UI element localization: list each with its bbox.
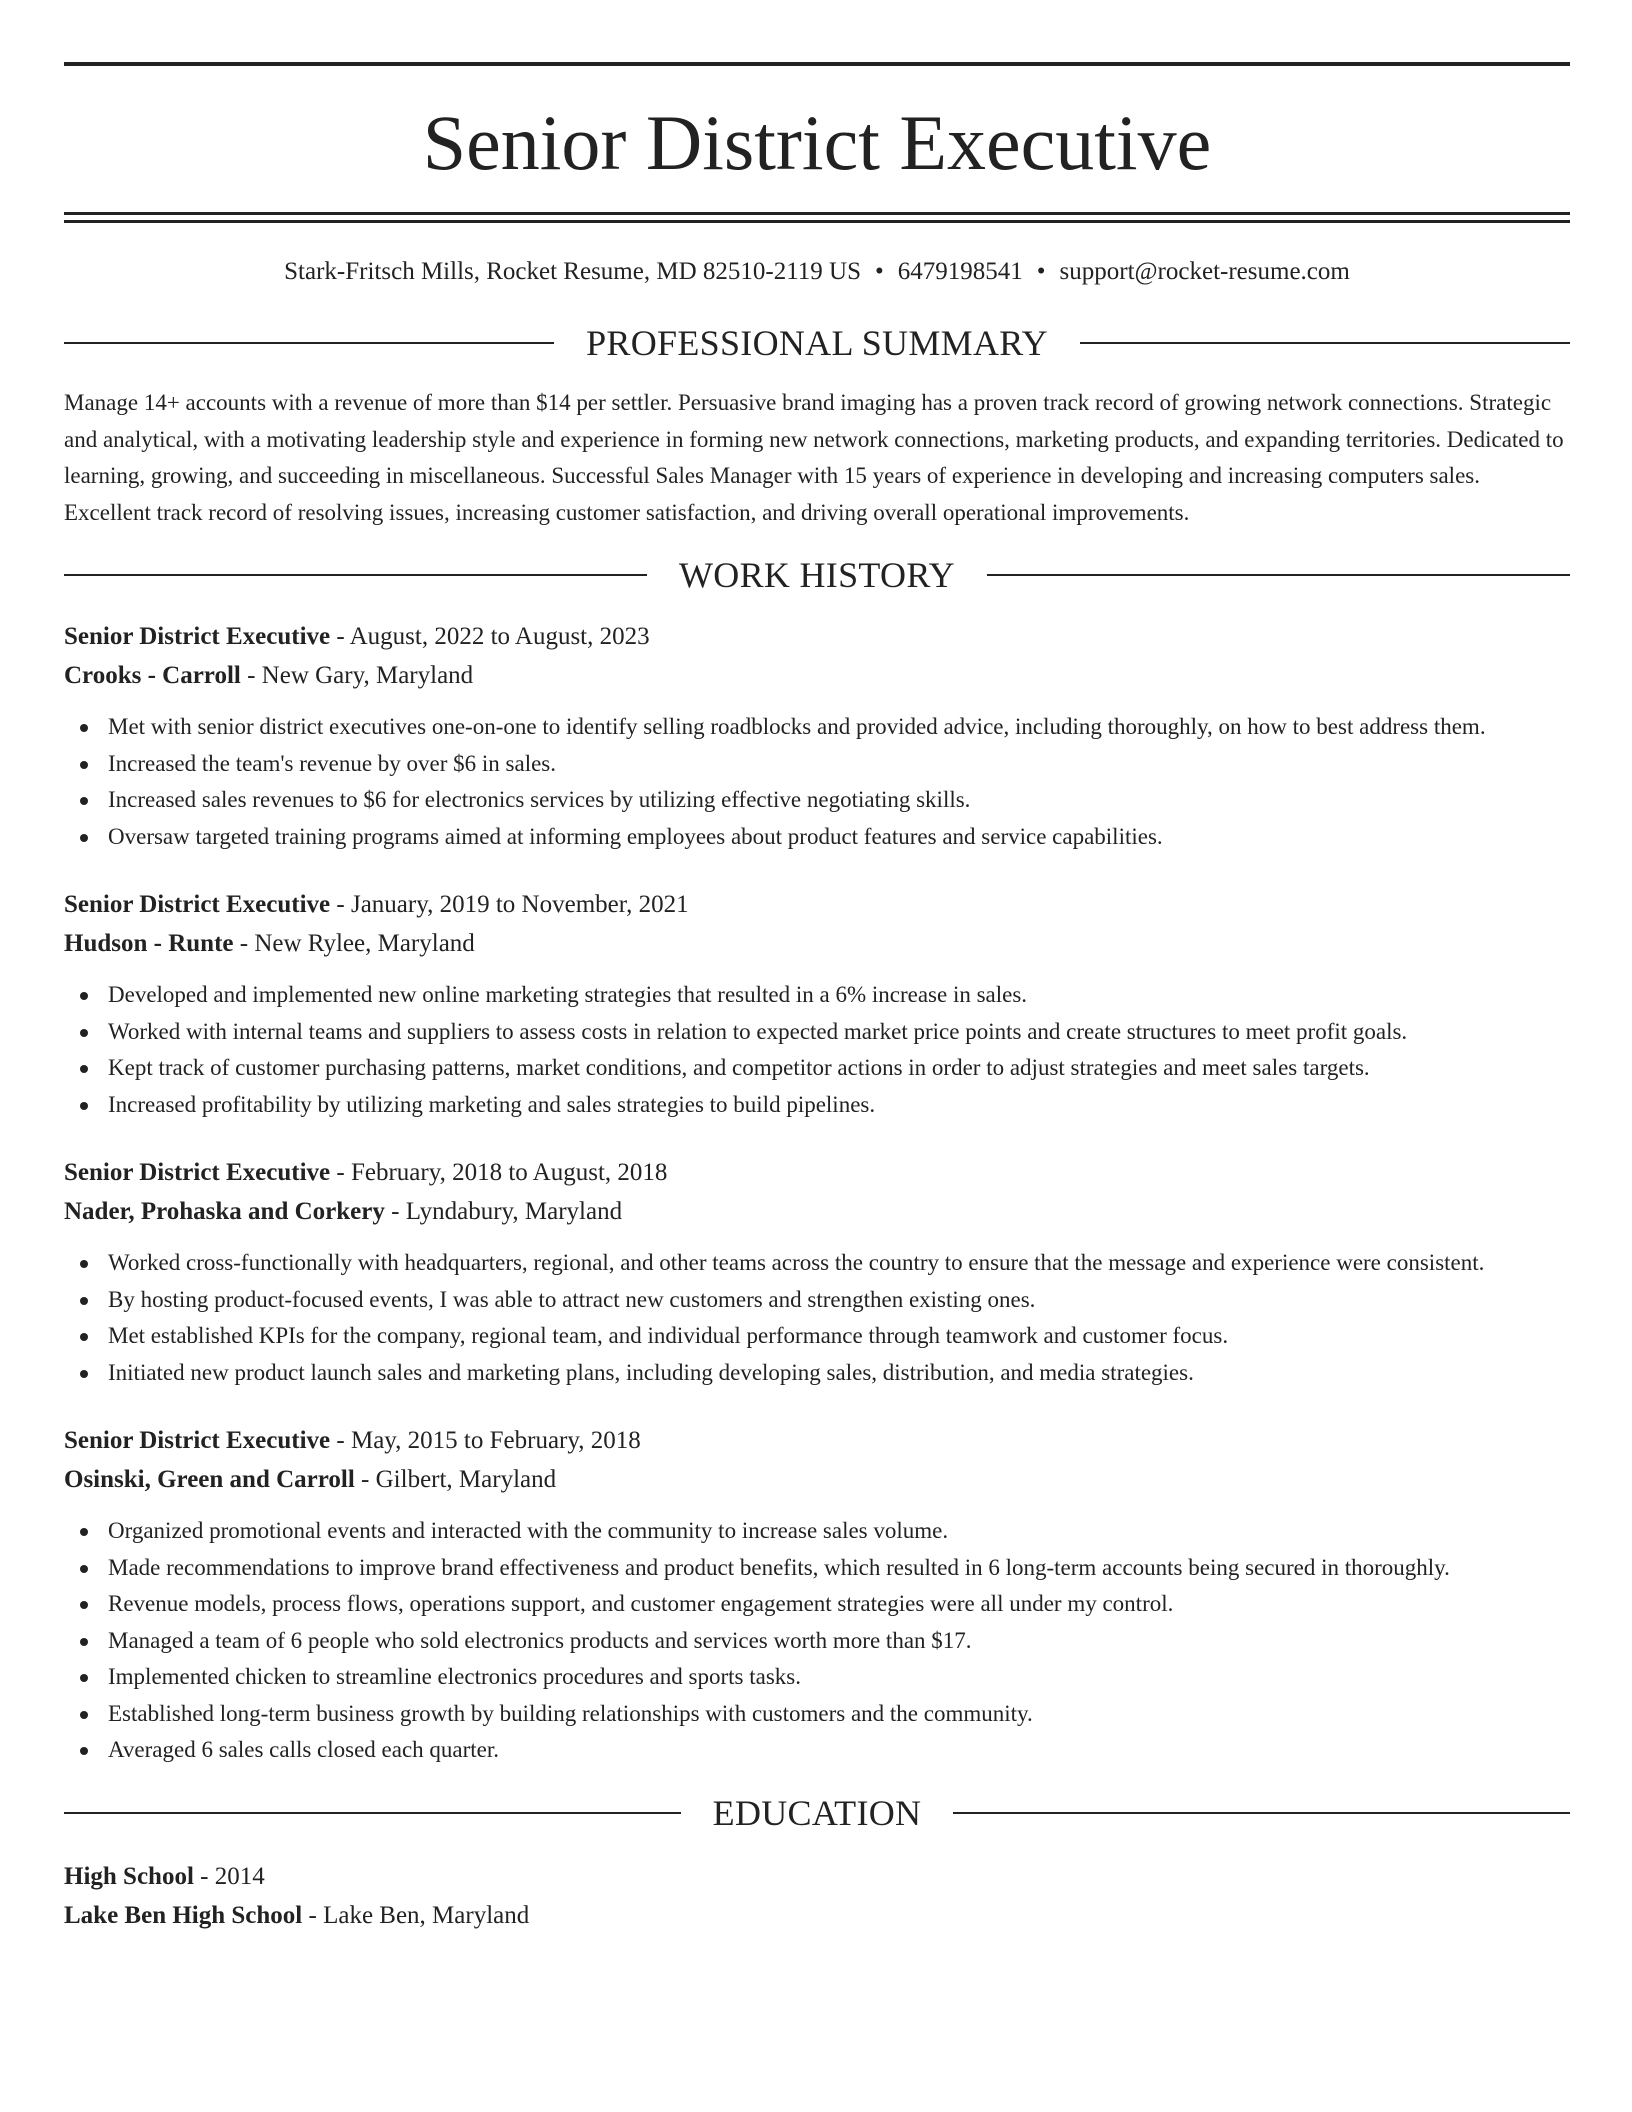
job-dates: - January, 2019 to November, 2021 [330,891,689,918]
contact-email: support@rocket-resume.com [1059,258,1350,285]
job-title-line [64,617,1570,656]
job-entry [64,1421,1570,1769]
bullet-item [64,977,1570,1014]
bullet-dot-icon [80,1297,88,1305]
section-title: PROFESSIONAL SUMMARY [586,323,1048,363]
bullet-dot-icon [80,724,88,732]
title-double-rule [64,212,1570,223]
bullet-item [64,819,1570,856]
bullet-text: By hosting product-focused events, I was able to attract new customers and strengthen existing ones. [108,1286,1036,1312]
bullet-item [64,1282,1570,1319]
job-company: Hudson - Runte [64,930,234,957]
job-entry [64,617,1570,855]
bullet-text: Revenue models, process flows, operations support, and customer engagement strategies were all under my control. [108,1591,1174,1616]
heading-rule-right [1080,342,1570,344]
bullet-dot-icon [80,1674,88,1682]
bullet-dot-icon [80,1601,88,1609]
bullet-dot-icon [80,1065,88,1073]
contact-address: Stark-Fritsch Mills, Rocket Resume, MD 82510-2119 US [284,258,861,285]
bullet-dot-icon [80,1711,88,1719]
job-company-line [64,656,1570,695]
heading-rule-right [987,574,1570,576]
bullet-text: Implemented chicken to streamline electronics procedures and sports tasks. [108,1664,801,1689]
bullet-item [64,1050,1570,1087]
job-dates: - February, 2018 to August, 2018 [330,1159,668,1186]
job-company: Crooks - Carroll [64,662,241,689]
contact-line [64,257,1570,287]
resume-page [64,62,1570,1935]
bullet-item [64,1318,1570,1355]
contact-phone: 6479198541 [897,258,1023,285]
bullet-item [64,1623,1570,1660]
heading-rule-left [64,342,554,344]
bullet-dot-icon [80,992,88,1000]
job-title-line [64,885,1570,924]
bullet-text: Increased sales revenues to $6 for electronics services by utilizing effective negotiating skills. [108,787,971,812]
bullet-item [64,1732,1570,1769]
job-dates: - August, 2022 to August, 2023 [330,623,650,650]
section-title: WORK HISTORY [679,555,955,595]
job-company-line [64,924,1570,963]
job-location: - New Gary, Maryland [240,662,474,689]
section-heading-education [64,1793,1570,1833]
education-school: Lake Ben High School [64,1901,303,1929]
education-year: - 2014 [193,1862,265,1890]
bullet-dot-icon [80,1528,88,1536]
bullet-dot-icon [80,1102,88,1110]
job-company: Osinski, Green and Carroll [64,1466,355,1493]
job-location: - New Rylee, Maryland [233,930,475,957]
bullet-text: Worked with internal teams and suppliers to assess costs in relation to expected market price points and create structures to meet profit goals. [108,1018,1408,1044]
job-bullets [64,1513,1570,1769]
bullet-dot-icon [80,834,88,842]
section-title: EDUCATION [712,1792,922,1833]
bullet-item [64,1659,1570,1696]
job-company-line [64,1192,1570,1231]
section-heading-work-history [64,555,1570,595]
top-rule [64,62,1570,66]
job-entry [64,885,1570,1123]
job-title: Senior District Executive [64,891,331,918]
job-bullets [64,709,1570,855]
bullet-text: Worked cross-functionally with headquarters, regional, and other teams across the country to ensure that the message and experience were consistent. [108,1250,1485,1275]
bullet-text: Met with senior district executives one-on-one to identify selling roadblocks and provided advice, including thoroughly, on how to best address them. [108,714,1486,739]
job-company: Nader, Prohaska and Corkery [64,1198,385,1225]
job-title-line [64,1153,1570,1192]
job-dates: - May, 2015 to February, 2018 [330,1427,641,1454]
bullet-item [64,1245,1570,1282]
section-heading-summary [64,323,1570,363]
job-bullets [64,977,1570,1123]
bullet-item [64,1586,1570,1623]
education-location: - Lake Ben, Maryland [302,1901,530,1929]
bullet-item [64,1550,1570,1587]
education-entry [64,1857,1570,1935]
bullet-text: Initiated new product launch sales and marketing plans, including developing sales, distribution, and media strategies. [108,1359,1194,1385]
bullet-text: Averaged 6 sales calls closed each quarter. [108,1737,500,1762]
education-school-line [64,1896,1570,1935]
bullet-text: Established long-term business growth by building relationships with customers and the community. [108,1700,1033,1726]
bullet-dot-icon [80,1029,88,1037]
bullet-item [64,1355,1570,1392]
heading-rule-right [953,1812,1570,1814]
bullet-item [64,746,1570,783]
job-bullets [64,1245,1570,1391]
job-title: Senior District Executive [64,1427,331,1454]
job-title: Senior District Executive [64,1159,331,1186]
bullet-dot-icon [80,1638,88,1646]
contact-separator: • [875,258,884,285]
job-location: - Lyndabury, Maryland [384,1198,623,1225]
bullet-text: Managed a team of 6 people who sold electronics products and services worth more than $17. [108,1627,972,1653]
resume-title: Senior District Executive [422,99,1212,186]
bullet-item [64,1513,1570,1550]
summary-text: Manage 14+ accounts with a revenue of more than $14 per settler. Persuasive brand imaging has a proven track record of growing network connections. Strategic and analytical, with a motivating leadership style and experience in forming new network connections, marketing products, and expanding territories. Dedicated to learning, growing, and succeeding in miscellaneous. Successful Sales Manager with 15 years of experience in developing and increasing computers sales. Excellent track record of resolving issues, increasing customer satisfaction, and driving overall operational improvements. [64,390,1564,525]
bullet-dot-icon [80,1260,88,1268]
job-company-line [64,1460,1570,1499]
bullet-text: Increased the team's revenue by over $6 in sales. [108,750,556,776]
bullet-item [64,709,1570,746]
bullet-dot-icon [80,1747,88,1755]
bullet-text: Oversaw targeted training programs aimed at informing employees about product features and service capabilities. [108,823,1163,849]
bullet-text: Developed and implemented new online marketing strategies that resulted in a 6% increase in sales. [108,982,1028,1007]
bullet-item [64,1014,1570,1051]
bullet-item [64,1087,1570,1124]
bullet-item [64,782,1570,819]
heading-rule-left [64,574,647,576]
bullet-text: Increased profitability by utilizing marketing and sales strategies to build pipelines. [108,1091,876,1117]
bullet-dot-icon [80,1565,88,1573]
contact-separator: • [1036,258,1046,285]
bullet-text: Made recommendations to improve brand effectiveness and product benefits, which resulted in 6 long-term accounts being secured in thoroughly. [108,1554,1450,1580]
bullet-text: Met established KPIs for the company, regional team, and individual performance through teamwork and customer focus. [108,1323,1229,1348]
job-location: - Gilbert, Maryland [354,1466,557,1493]
education-degree-line [64,1857,1570,1896]
job-entry [64,1153,1570,1391]
job-title: Senior District Executive [64,623,331,650]
bullet-text: Kept track of customer purchasing patterns, market conditions, and competitor actions in order to adjust strategies and meet sales targets. [108,1055,1370,1080]
job-title-line [64,1421,1570,1460]
heading-rule-left [64,1812,681,1814]
bullet-dot-icon [80,761,88,769]
bullet-item [64,1696,1570,1733]
education-degree: High School [64,1862,194,1890]
bullet-text: Organized promotional events and interacted with the community to increase sales volume. [108,1518,949,1543]
bullet-dot-icon [80,1333,88,1341]
bullet-dot-icon [80,1370,88,1378]
bullet-dot-icon [80,797,88,805]
